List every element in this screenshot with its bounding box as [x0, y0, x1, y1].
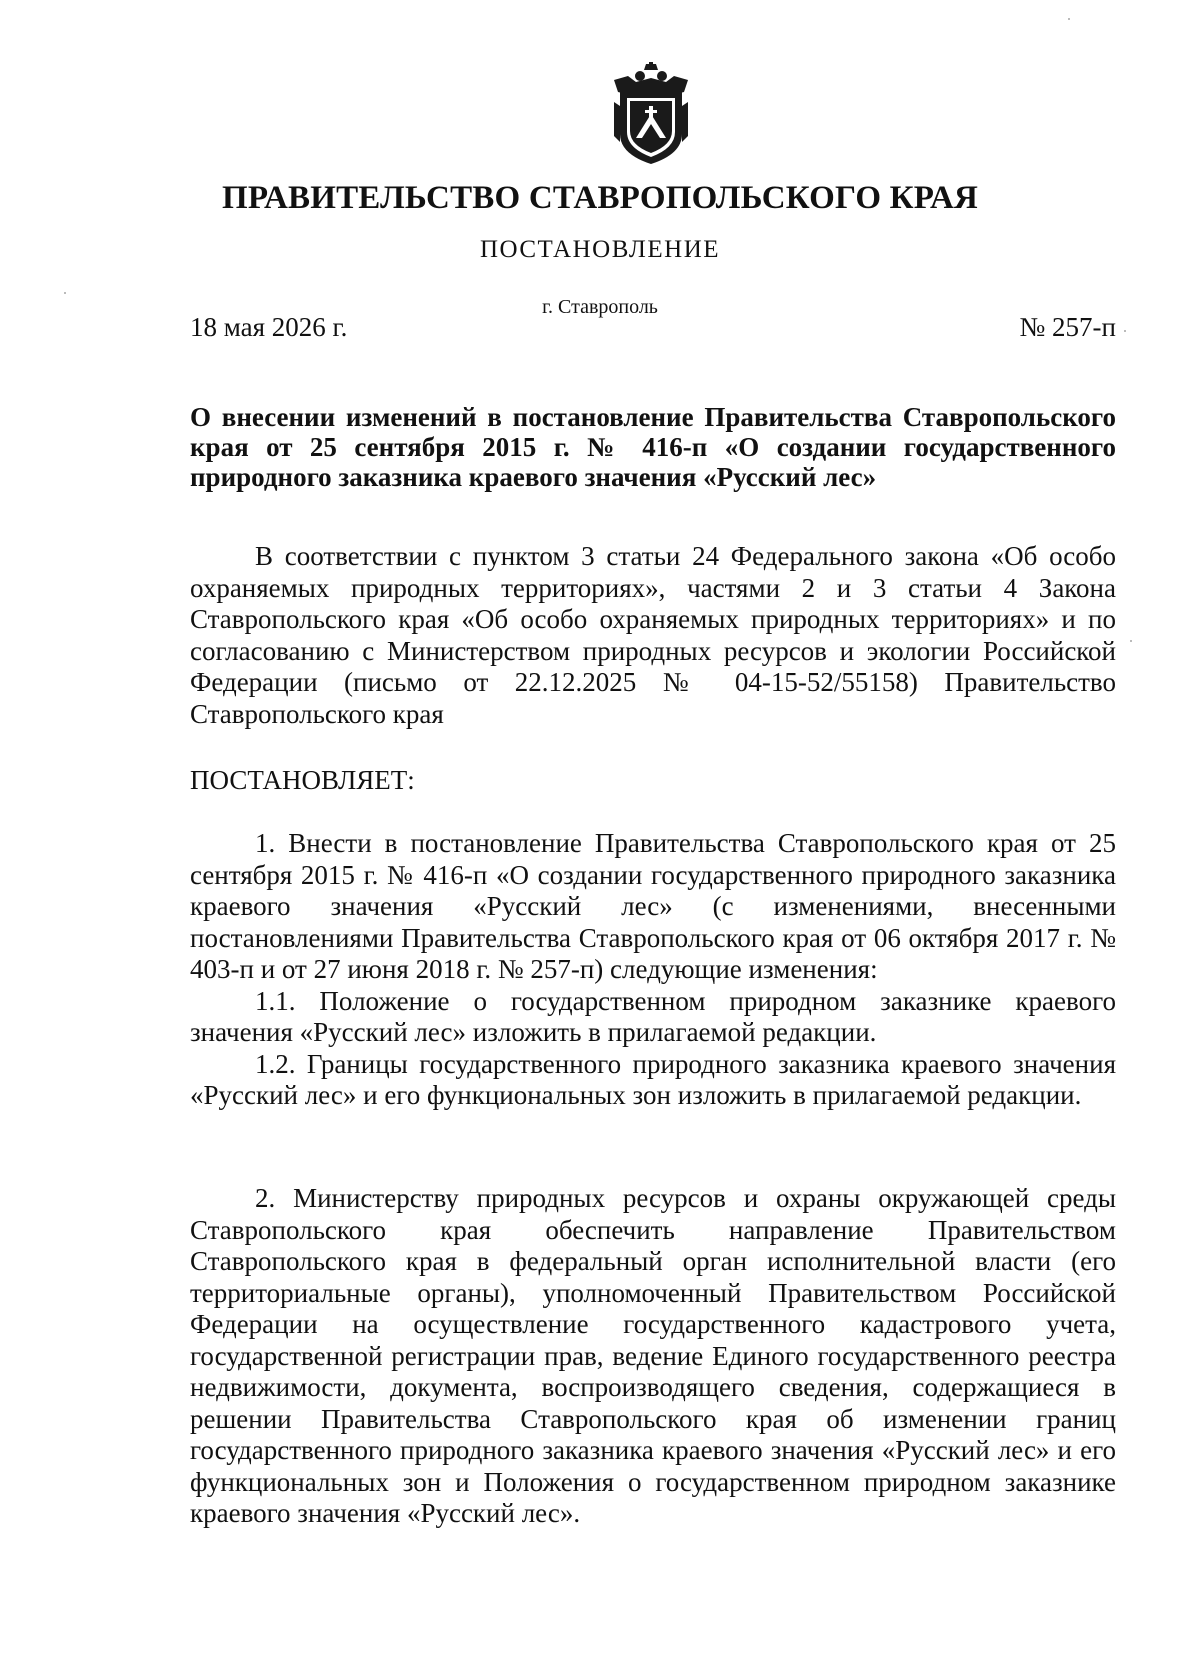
- scan-speck: [64, 292, 66, 294]
- item-1-1-paragraph: 1.1. Положение о государственном природном заказнике краевого значения «Русский лес» изложить в прилагаемой редакции.: [190, 985, 1116, 1047]
- item-2-section: [190, 1183, 1116, 1530]
- document-number: № 257-п: [1019, 312, 1116, 342]
- preamble-paragraph: В соответствии с пунктом 3 статьи 24 Федерального закона «Об особо охраняемых природных территориях», частями 2 и 3 статьи 4 Закона Ставропольского края «Об особо охраняемых природных территориях» и по согласованию с Министерством природных ресурсов и экологии Российской Федерации (письмо от 22.12.2025 № 04-15-52/55158) Правительство Ставропольского края: [190, 541, 1116, 729]
- resolves-heading: ПОСТАНОВЛЯЕТ:: [190, 765, 415, 795]
- preamble: [190, 541, 1116, 730]
- scan-speck: [1130, 640, 1132, 642]
- document-type: ПОСТАНОВЛЕНИЕ: [479, 236, 721, 263]
- coat-of-arms-icon: [610, 62, 692, 166]
- document-date: 18 мая 2026 г.: [190, 312, 348, 342]
- item-1-section: [190, 828, 1116, 1112]
- item-2-paragraph: 2. Министерству природных ресурсов и охраны окружающей среды Ставропольского края обеспечить направление Правительством Ставропольского края в федеральный орган исполнительной власти (его территориальные органы), уполномоченный Правительством Российской Федерации на осуществление государственного кадастрового учета, государственной регистрации прав, ведение Единого государственного реестра недвижимости, документа, воспроизводящего сведения, содержащиеся в решении Правительства Ставропольского края об изменении границ государственного природного заказника краевого значения «Русский лес» и его функциональных зон и Положения о государственном природном заказнике краевого значения «Русский лес».: [190, 1183, 1116, 1528]
- document-subject: О внесении изменений в постановление Правительства Ставропольского края от 25 сентября 2015 г. № 416-п «О создании государственного природного заказника краевого значения «Русский лес»: [190, 402, 1116, 492]
- scan-speck: [1124, 330, 1126, 332]
- city-label: г. Ставрополь: [542, 296, 658, 318]
- government-title: ПРАВИТЕЛЬСТВО СТАВРОПОЛЬСКОГО КРАЯ: [221, 180, 979, 216]
- item-1-paragraph: 1. Внести в постановление Правительства Ставропольского края от 25 сентября 2015 г. № 416-п «О создании государственного природного заказника краевого значения «Русский лес» (с изменениями, внесенными постановлениями Правительства Ставропольского края от 06 октября 2017 г. № 403-п и от 27 июня 2018 г. № 257-п) следующие изменения:: [190, 828, 1116, 984]
- scan-speck: [1068, 18, 1070, 20]
- item-1-2-paragraph: 1.2. Границы государственного природного заказника краевого значения «Русский лес» и его функциональных зон изложить в прилагаемой редакции.: [190, 1048, 1116, 1110]
